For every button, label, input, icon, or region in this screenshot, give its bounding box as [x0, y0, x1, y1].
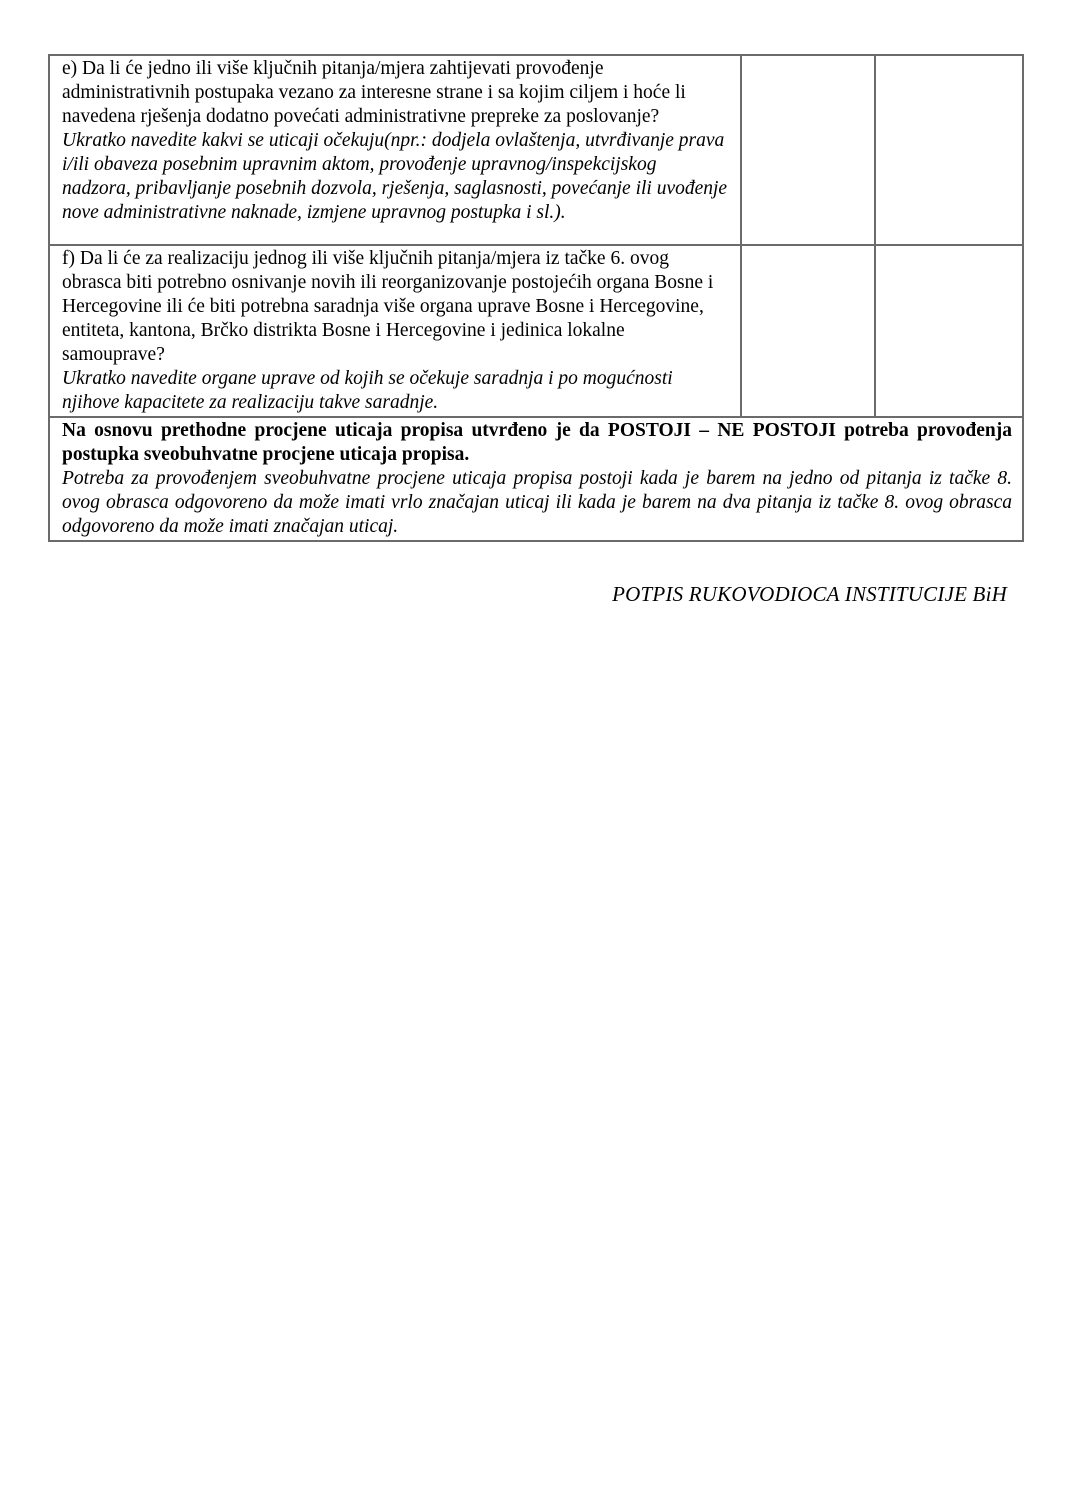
table-row-conclusion: [49, 417, 1023, 541]
conclusion-cell: [49, 417, 1023, 541]
answer-cell-f-2: [875, 245, 1023, 417]
question-f-note: Ukratko navedite organe uprave od kojih se očekuje saradnja i po mogućnosti njihove kapacitete za realizaciju takve saradnje.: [62, 368, 673, 413]
conclusion-explanation: Potreba za provođenjem sveobuhvatne procjene uticaja propisa postoji kada je barem na jedno od pitanja iz tačke 8. ovog obrasca odgovoreno da može imati vrlo značajan uticaj ili kada je barem na dva pitanja iz tačke 8. ovog obrasca odgovoreno da može imati značajan uticaj.: [62, 468, 1012, 537]
impact-assessment-table: [48, 54, 1024, 542]
table-row-f: [49, 245, 1023, 417]
question-e-note: Ukratko navedite kakvi se uticaji očekuju(npr.: dodjela ovlaštenja, utvrđivanje prava i/ili obaveza posebnim upravnim aktom, provođenje upravnog/inspekcijskog nadzora, pribavljanje posebnih dozvola, rješenja, saglasnosti, povećanje ili uvođenje nove administrativne naknade, izmjene upravnog postupka i sl.).: [62, 130, 728, 223]
answer-cell-e-2: [875, 55, 1023, 245]
answer-cell-e-1: [741, 55, 875, 245]
signature-label: POTPIS RUKOVODIOCA INSTITUCIJE BiH: [612, 582, 1007, 606]
conclusion-statement: Na osnovu prethodne procjene uticaja propisa utvrđeno je da POSTOJI – NE POSTOJI potreba provođenja postupka sveobuhvatne procjene uticaja propisa.: [62, 420, 1012, 465]
table-row-e: [49, 55, 1023, 245]
question-f-text: f) Da li će za realizaciju jednog ili više ključnih pitanja/mjera iz tačke 6. ovog obrasca biti potrebno osnivanje novih ili reorganizovanje postojećih organa Bosne i Hercegovine ili će biti potrebna saradnja više organa uprave Bosne i Hercegovine, entiteta, kantona, Brčko distrikta Bosne i Hercegovine i jedinica lokalne samouprave?: [62, 248, 714, 365]
question-cell-f: [49, 245, 741, 417]
question-e-text: e) Da li će jedno ili više ključnih pitanja/mjera zahtijevati provođenje administrativnih postupaka vezano za interesne strane i sa kojim ciljem i hoće li navedena rješenja dodatno povećati administrativne prepreke za poslovanje?: [62, 58, 686, 127]
answer-cell-f-1: [741, 245, 875, 417]
question-cell-e: [49, 55, 741, 245]
